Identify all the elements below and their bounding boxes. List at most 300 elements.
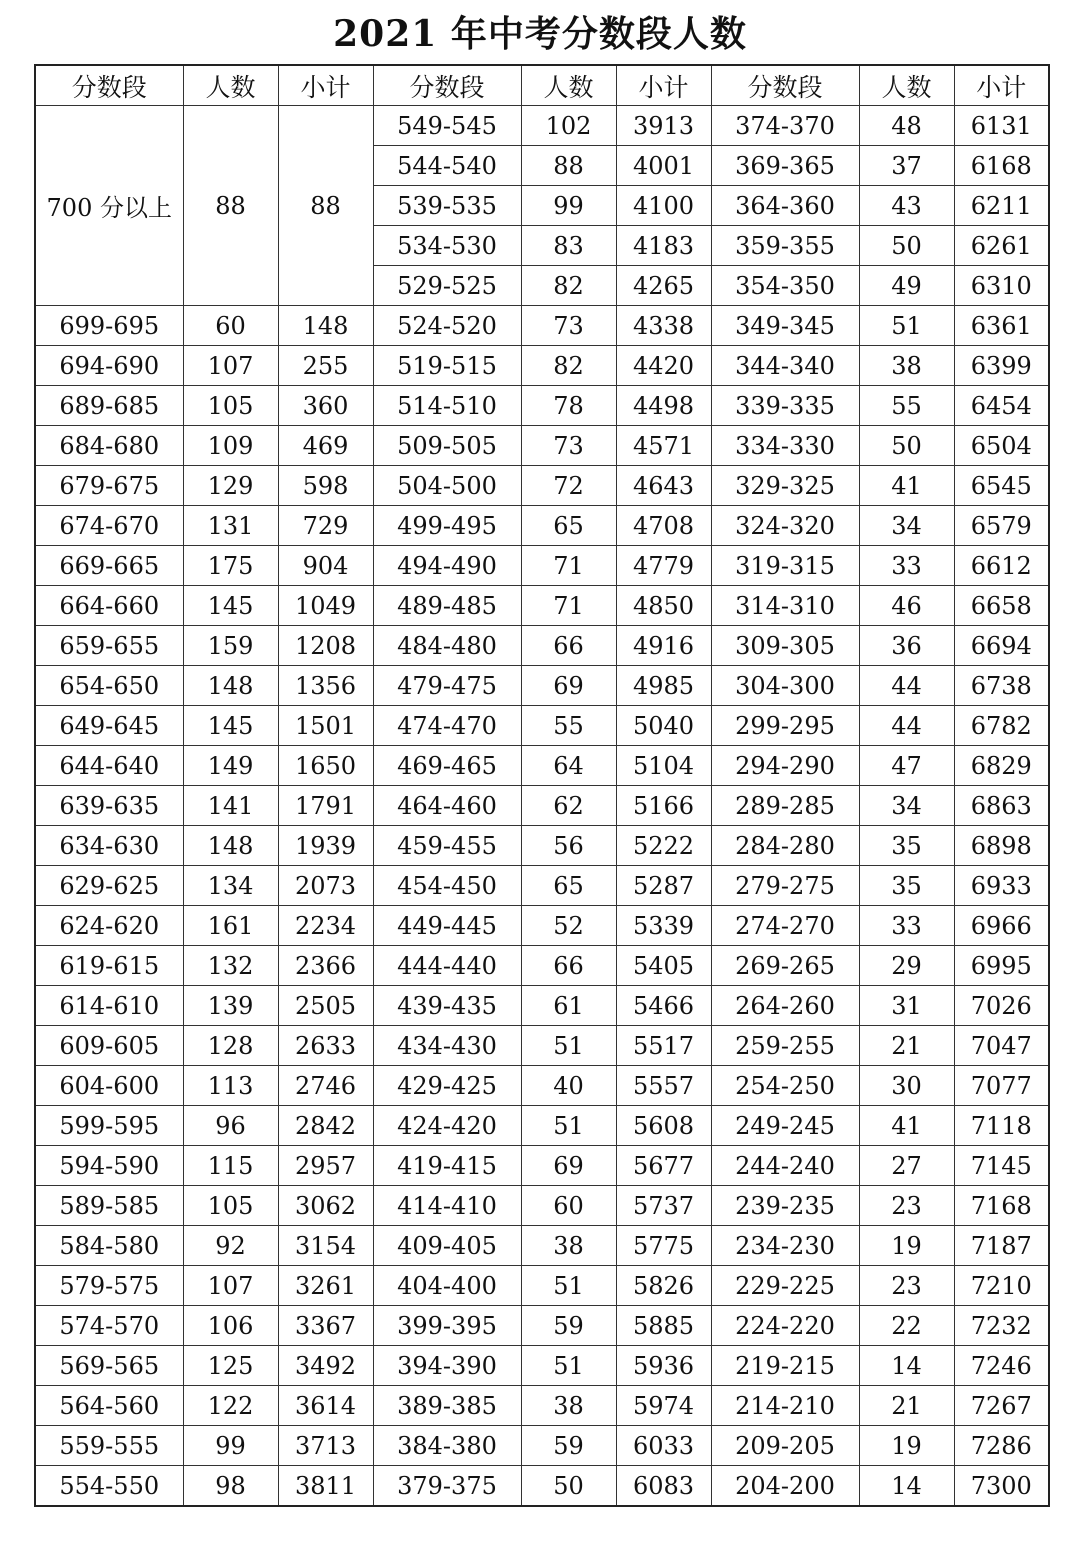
table-cell: 584-580 (35, 1226, 183, 1266)
table-row (35, 826, 1049, 866)
table-cell: 34 (859, 506, 954, 546)
table-cell: 4420 (616, 346, 711, 386)
table-row (35, 1386, 1049, 1426)
table-cell: 429-425 (373, 1066, 521, 1106)
table-cell: 98 (183, 1466, 278, 1507)
table-cell: 141 (183, 786, 278, 826)
table-cell: 44 (859, 706, 954, 746)
table-cell: 479-475 (373, 666, 521, 706)
table-cell: 624-620 (35, 906, 183, 946)
header-cell: 人数 (521, 65, 616, 106)
table-cell: 634-630 (35, 826, 183, 866)
table-cell: 5885 (616, 1306, 711, 1346)
table-cell: 449-445 (373, 906, 521, 946)
table-cell: 319-315 (711, 546, 859, 586)
table-cell: 279-275 (711, 866, 859, 906)
table-cell: 334-330 (711, 426, 859, 466)
table-cell: 23 (859, 1186, 954, 1226)
table-cell: 4985 (616, 666, 711, 706)
table-cell: 49 (859, 266, 954, 306)
header-cell: 小计 (278, 65, 373, 106)
table-cell: 5737 (616, 1186, 711, 1226)
table-cell: 204-200 (711, 1466, 859, 1507)
table-cell: 344-340 (711, 346, 859, 386)
table-cell: 589-585 (35, 1186, 183, 1226)
table-cell: 529-525 (373, 266, 521, 306)
table-cell: 304-300 (711, 666, 859, 706)
table-row (35, 1026, 1049, 1066)
table-cell: 96 (183, 1106, 278, 1146)
table-cell: 106 (183, 1306, 278, 1346)
table-row (35, 1106, 1049, 1146)
table-cell: 214-210 (711, 1386, 859, 1426)
table-cell: 134 (183, 866, 278, 906)
table-cell: 6694 (954, 626, 1049, 666)
table-cell: 904 (278, 546, 373, 586)
table-cell: 41 (859, 1106, 954, 1146)
table-cell: 48 (859, 106, 954, 146)
table-cell: 224-220 (711, 1306, 859, 1346)
table-row (35, 1266, 1049, 1306)
table-cell: 5104 (616, 746, 711, 786)
top-block-count: 88 (183, 106, 278, 306)
table-cell: 439-435 (373, 986, 521, 1026)
table-row (35, 506, 1049, 546)
table-cell: 434-430 (373, 1026, 521, 1066)
table-cell: 574-570 (35, 1306, 183, 1346)
table-cell: 3614 (278, 1386, 373, 1426)
table-cell: 82 (521, 266, 616, 306)
table-cell: 674-670 (35, 506, 183, 546)
table-cell: 559-555 (35, 1426, 183, 1466)
top-block-subtotal: 88 (278, 106, 373, 306)
table-cell: 209-205 (711, 1426, 859, 1466)
table-cell: 6033 (616, 1426, 711, 1466)
table-cell: 5222 (616, 826, 711, 866)
table-cell: 444-440 (373, 946, 521, 986)
table-cell: 148 (183, 826, 278, 866)
table-cell: 694-690 (35, 346, 183, 386)
header-cell: 人数 (859, 65, 954, 106)
table-cell: 5974 (616, 1386, 711, 1426)
table-cell: 684-680 (35, 426, 183, 466)
table-cell: 2957 (278, 1146, 373, 1186)
table-cell: 14 (859, 1346, 954, 1386)
table-cell: 1049 (278, 586, 373, 626)
table-cell: 389-385 (373, 1386, 521, 1426)
table-cell: 239-235 (711, 1186, 859, 1226)
table-cell: 579-575 (35, 1266, 183, 1306)
table-cell: 33 (859, 906, 954, 946)
table-cell: 6361 (954, 306, 1049, 346)
table-cell: 1939 (278, 826, 373, 866)
table-cell: 161 (183, 906, 278, 946)
table-cell: 619-615 (35, 946, 183, 986)
table-cell: 40 (521, 1066, 616, 1106)
table-cell: 2366 (278, 946, 373, 986)
table-cell: 7026 (954, 986, 1049, 1026)
table-cell: 289-285 (711, 786, 859, 826)
table-cell: 145 (183, 706, 278, 746)
table-cell: 314-310 (711, 586, 859, 626)
table-cell: 1501 (278, 706, 373, 746)
header-row (35, 65, 1049, 106)
table-cell: 329-325 (711, 466, 859, 506)
table-cell: 73 (521, 306, 616, 346)
table-cell: 3811 (278, 1466, 373, 1507)
table-cell: 519-515 (373, 346, 521, 386)
table-cell: 659-655 (35, 626, 183, 666)
table-row (35, 626, 1049, 666)
table-cell: 4916 (616, 626, 711, 666)
table-cell: 175 (183, 546, 278, 586)
table-cell: 729 (278, 506, 373, 546)
table-cell: 5826 (616, 1266, 711, 1306)
table-cell: 264-260 (711, 986, 859, 1026)
table-cell: 489-485 (373, 586, 521, 626)
table-cell: 2633 (278, 1026, 373, 1066)
table-cell: 5405 (616, 946, 711, 986)
table-cell: 514-510 (373, 386, 521, 426)
table-cell: 7267 (954, 1386, 1049, 1426)
table-cell: 105 (183, 1186, 278, 1226)
table-cell: 145 (183, 586, 278, 626)
table-cell: 50 (521, 1466, 616, 1507)
table-cell: 69 (521, 666, 616, 706)
table-cell: 4265 (616, 266, 711, 306)
table-cell: 234-230 (711, 1226, 859, 1266)
table-cell: 3913 (616, 106, 711, 146)
table-cell: 21 (859, 1026, 954, 1066)
table-row (35, 426, 1049, 466)
table-cell: 6738 (954, 666, 1049, 706)
table-cell: 689-685 (35, 386, 183, 426)
table-cell: 27 (859, 1146, 954, 1186)
table-cell: 115 (183, 1146, 278, 1186)
table-cell: 219-215 (711, 1346, 859, 1386)
table-cell: 6612 (954, 546, 1049, 586)
table-cell: 35 (859, 866, 954, 906)
table-cell: 254-250 (711, 1066, 859, 1106)
table-cell: 604-600 (35, 1066, 183, 1106)
table-row (35, 986, 1049, 1026)
table-row (35, 706, 1049, 746)
table-cell: 3154 (278, 1226, 373, 1266)
table-cell: 7187 (954, 1226, 1049, 1266)
table-cell: 419-415 (373, 1146, 521, 1186)
table-cell: 44 (859, 666, 954, 706)
table-cell: 65 (521, 506, 616, 546)
table-cell: 7246 (954, 1346, 1049, 1386)
table-cell: 99 (521, 186, 616, 226)
table-cell: 599-595 (35, 1106, 183, 1146)
table-cell: 64 (521, 746, 616, 786)
table-cell: 6211 (954, 186, 1049, 226)
table-cell: 102 (521, 106, 616, 146)
table-cell: 5936 (616, 1346, 711, 1386)
table-cell: 59 (521, 1306, 616, 1346)
table-cell: 6966 (954, 906, 1049, 946)
table-row (35, 546, 1049, 586)
table-cell: 82 (521, 346, 616, 386)
table-cell: 36 (859, 626, 954, 666)
table-cell: 324-320 (711, 506, 859, 546)
table-cell: 6454 (954, 386, 1049, 426)
table-cell: 2746 (278, 1066, 373, 1106)
table-cell: 249-245 (711, 1106, 859, 1146)
table-cell: 71 (521, 546, 616, 586)
table-cell: 109 (183, 426, 278, 466)
table-row (35, 786, 1049, 826)
table-cell: 31 (859, 986, 954, 1026)
table-cell: 1791 (278, 786, 373, 826)
table-cell: 139 (183, 986, 278, 1026)
table-cell: 1650 (278, 746, 373, 786)
table-cell: 3062 (278, 1186, 373, 1226)
table-row (35, 1226, 1049, 1266)
table-cell: 229-225 (711, 1266, 859, 1306)
table-cell: 59 (521, 1426, 616, 1466)
table-cell: 60 (183, 306, 278, 346)
table-cell: 359-355 (711, 226, 859, 266)
table-cell: 7286 (954, 1426, 1049, 1466)
table-cell: 148 (183, 666, 278, 706)
table-cell: 6504 (954, 426, 1049, 466)
table-cell: 149 (183, 746, 278, 786)
table-cell: 404-400 (373, 1266, 521, 1306)
table-cell: 14 (859, 1466, 954, 1507)
table-cell: 78 (521, 386, 616, 426)
table-row (35, 866, 1049, 906)
table-cell: 113 (183, 1066, 278, 1106)
header-cell: 小计 (616, 65, 711, 106)
table-cell: 5287 (616, 866, 711, 906)
table-cell: 2073 (278, 866, 373, 906)
table-cell: 454-450 (373, 866, 521, 906)
table-row (35, 586, 1049, 626)
table-cell: 6545 (954, 466, 1049, 506)
table-cell: 3367 (278, 1306, 373, 1346)
table-cell: 34 (859, 786, 954, 826)
table-cell: 384-380 (373, 1426, 521, 1466)
table-cell: 7118 (954, 1106, 1049, 1146)
table-cell: 4001 (616, 146, 711, 186)
header-cell: 小计 (954, 65, 1049, 106)
table-cell: 699-695 (35, 306, 183, 346)
table-cell: 66 (521, 946, 616, 986)
table-cell: 131 (183, 506, 278, 546)
table-cell: 524-520 (373, 306, 521, 346)
table-cell: 259-255 (711, 1026, 859, 1066)
table-row (35, 346, 1049, 386)
table-cell: 148 (278, 306, 373, 346)
table-cell: 3492 (278, 1346, 373, 1386)
table-row (35, 1186, 1049, 1226)
score-distribution-table (34, 64, 1050, 1507)
table-cell: 7047 (954, 1026, 1049, 1066)
table-cell: 4708 (616, 506, 711, 546)
table-cell: 51 (521, 1026, 616, 1066)
table-cell: 6829 (954, 746, 1049, 786)
table-cell: 598 (278, 466, 373, 506)
table-cell: 399-395 (373, 1306, 521, 1346)
page-title: 2021 年中考分数段人数 (333, 13, 747, 55)
table-cell: 469 (278, 426, 373, 466)
table-cell: 60 (521, 1186, 616, 1226)
table-cell: 7300 (954, 1466, 1049, 1507)
table-cell: 4643 (616, 466, 711, 506)
table-cell: 6863 (954, 786, 1049, 826)
table-cell: 474-470 (373, 706, 521, 746)
table-cell: 66 (521, 626, 616, 666)
table-cell: 47 (859, 746, 954, 786)
table-cell: 459-455 (373, 826, 521, 866)
table-row (35, 1066, 1049, 1106)
table-cell: 4850 (616, 586, 711, 626)
table-cell: 5517 (616, 1026, 711, 1066)
table-cell: 35 (859, 826, 954, 866)
table-cell: 107 (183, 1266, 278, 1306)
table-cell: 554-550 (35, 1466, 183, 1507)
table-cell: 394-390 (373, 1346, 521, 1386)
table-cell: 504-500 (373, 466, 521, 506)
table-cell: 6083 (616, 1466, 711, 1507)
header-cell: 分数段 (711, 65, 859, 106)
table-cell: 494-490 (373, 546, 521, 586)
table-cell: 544-540 (373, 146, 521, 186)
table-cell: 51 (859, 306, 954, 346)
table-row (35, 306, 1049, 346)
table-cell: 7168 (954, 1186, 1049, 1226)
table-cell: 374-370 (711, 106, 859, 146)
table-cell: 71 (521, 586, 616, 626)
table-cell: 73 (521, 426, 616, 466)
table-cell: 88 (521, 146, 616, 186)
table-cell: 294-290 (711, 746, 859, 786)
table-cell: 299-295 (711, 706, 859, 746)
table-cell: 360 (278, 386, 373, 426)
table-cell: 38 (521, 1386, 616, 1426)
table-cell: 3261 (278, 1266, 373, 1306)
table-cell: 107 (183, 346, 278, 386)
table-cell: 4183 (616, 226, 711, 266)
table-cell: 30 (859, 1066, 954, 1106)
table-cell: 22 (859, 1306, 954, 1346)
table-cell: 51 (521, 1266, 616, 1306)
table-body (35, 106, 1049, 1507)
table-cell: 339-335 (711, 386, 859, 426)
table-cell: 7145 (954, 1146, 1049, 1186)
table-cell: 6168 (954, 146, 1049, 186)
table-cell: 51 (521, 1346, 616, 1386)
table-cell: 484-480 (373, 626, 521, 666)
table-row (35, 1426, 1049, 1466)
table-cell: 5040 (616, 706, 711, 746)
table-cell: 564-560 (35, 1386, 183, 1426)
table-cell: 534-530 (373, 226, 521, 266)
table-cell: 649-645 (35, 706, 183, 746)
table-cell: 464-460 (373, 786, 521, 826)
table-cell: 7232 (954, 1306, 1049, 1346)
table-cell: 284-280 (711, 826, 859, 866)
table-cell: 5608 (616, 1106, 711, 1146)
table-cell: 244-240 (711, 1146, 859, 1186)
table-cell: 83 (521, 226, 616, 266)
table-cell: 569-565 (35, 1346, 183, 1386)
table-cell: 99 (183, 1426, 278, 1466)
table-cell: 62 (521, 786, 616, 826)
table-cell: 37 (859, 146, 954, 186)
table-row (35, 1306, 1049, 1346)
table-cell: 33 (859, 546, 954, 586)
table-cell: 72 (521, 466, 616, 506)
top-block-range: 700 分以上 (35, 106, 183, 306)
table-cell: 21 (859, 1386, 954, 1426)
table-cell: 19 (859, 1426, 954, 1466)
table-cell: 6261 (954, 226, 1049, 266)
table-cell: 7210 (954, 1266, 1049, 1306)
header-cell: 人数 (183, 65, 278, 106)
table-cell: 549-545 (373, 106, 521, 146)
table-cell: 5339 (616, 906, 711, 946)
table-cell: 424-420 (373, 1106, 521, 1146)
table-cell: 1356 (278, 666, 373, 706)
table-cell: 51 (521, 1106, 616, 1146)
table-cell: 379-375 (373, 1466, 521, 1507)
table-cell: 255 (278, 346, 373, 386)
table-cell: 55 (859, 386, 954, 426)
table-cell: 23 (859, 1266, 954, 1306)
table-cell: 6898 (954, 826, 1049, 866)
table-cell: 349-345 (711, 306, 859, 346)
table-cell: 4498 (616, 386, 711, 426)
table-row (35, 1146, 1049, 1186)
table-row (35, 666, 1049, 706)
table-cell: 354-350 (711, 266, 859, 306)
table-cell: 6933 (954, 866, 1049, 906)
table-cell: 614-610 (35, 986, 183, 1026)
table-cell: 69 (521, 1146, 616, 1186)
header-cell: 分数段 (373, 65, 521, 106)
table-cell: 50 (859, 426, 954, 466)
table-cell: 56 (521, 826, 616, 866)
table-cell: 3713 (278, 1426, 373, 1466)
table-cell: 274-270 (711, 906, 859, 946)
table-cell: 55 (521, 706, 616, 746)
table-cell: 129 (183, 466, 278, 506)
table-cell: 2234 (278, 906, 373, 946)
table-cell: 7077 (954, 1066, 1049, 1106)
table-cell: 5677 (616, 1146, 711, 1186)
table-cell: 61 (521, 986, 616, 1026)
table-cell: 679-675 (35, 466, 183, 506)
table-cell: 6995 (954, 946, 1049, 986)
table-cell: 6658 (954, 586, 1049, 626)
table-cell: 664-660 (35, 586, 183, 626)
table-cell: 128 (183, 1026, 278, 1066)
table-cell: 50 (859, 226, 954, 266)
table-cell: 6131 (954, 106, 1049, 146)
table-cell: 5466 (616, 986, 711, 1026)
table-cell: 5775 (616, 1226, 711, 1266)
table-cell: 43 (859, 186, 954, 226)
table-row (35, 746, 1049, 786)
table-row (35, 906, 1049, 946)
table-cell: 6310 (954, 266, 1049, 306)
table-cell: 409-405 (373, 1226, 521, 1266)
table-cell: 52 (521, 906, 616, 946)
table-cell: 122 (183, 1386, 278, 1426)
